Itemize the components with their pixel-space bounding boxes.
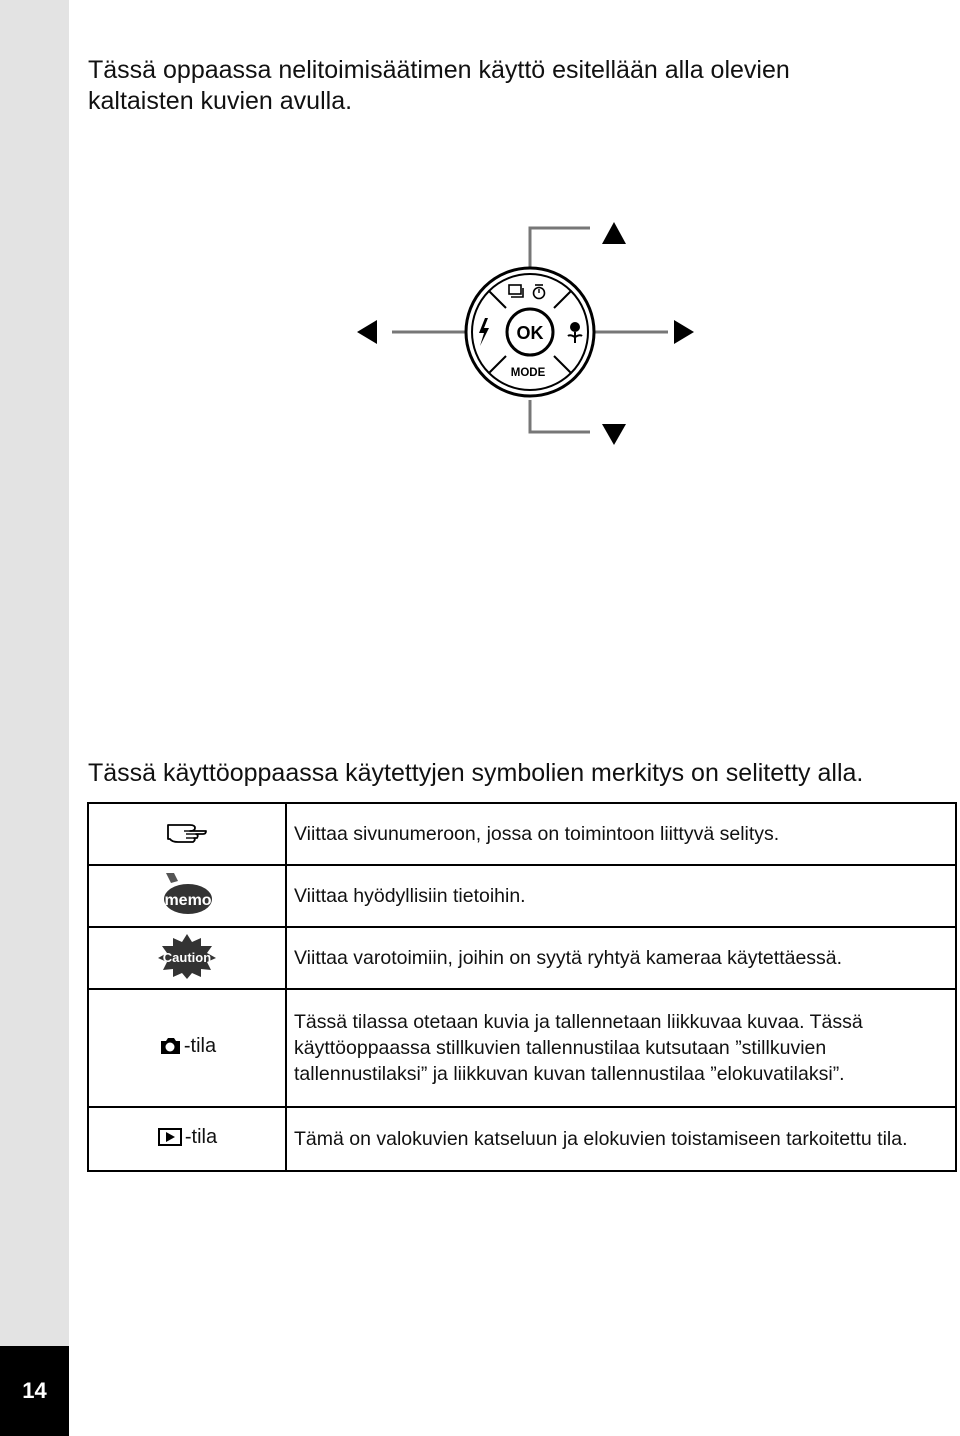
pointing-hand-icon bbox=[166, 819, 208, 845]
table-row bbox=[88, 865, 956, 927]
table-row bbox=[88, 803, 956, 865]
playback-mode-label: -tila bbox=[157, 1126, 217, 1149]
legend-description: Tämä on valokuvien katseluun ja elokuvien toistamiseen tarkoitettu tila. bbox=[286, 1107, 956, 1171]
svg-text:memo: memo bbox=[164, 891, 212, 909]
legend-description: Viittaa sivunumeroon, jossa on toimintoon liittyvä selitys. bbox=[286, 803, 956, 865]
page-margin-bar bbox=[0, 0, 69, 1436]
down-arrow-icon bbox=[602, 424, 626, 445]
svg-text:Caution: Caution bbox=[162, 949, 212, 965]
up-arrow-icon bbox=[602, 222, 626, 244]
camera-icon bbox=[158, 1036, 182, 1056]
page-number: 14 bbox=[0, 1346, 69, 1436]
mode-label: MODE bbox=[510, 367, 546, 379]
symbol-cell bbox=[88, 865, 286, 927]
four-way-controller-diagram bbox=[350, 210, 710, 450]
legend-description: Viittaa hyödyllisiin tietoihin. bbox=[286, 865, 956, 927]
camera-mode-label: -tila bbox=[158, 1035, 216, 1058]
legend-title: Tässä käyttöoppaassa käytettyjen symbolien merkitys on selitetty alla. bbox=[88, 759, 864, 787]
symbol-legend-table bbox=[87, 802, 957, 1172]
intro-paragraph: Tässä oppaassa nelitoimisäätimen käyttö esitellään alla olevien kaltaisten kuvien avulla. bbox=[88, 56, 790, 115]
right-arrow-icon bbox=[674, 320, 694, 344]
down-connector-line bbox=[530, 400, 590, 432]
symbol-cell bbox=[88, 803, 286, 865]
left-arrow-icon bbox=[357, 320, 377, 344]
symbol-cell bbox=[88, 927, 286, 989]
ok-label: OK bbox=[516, 323, 544, 343]
table-row bbox=[88, 927, 956, 989]
legend-description: Tässä tilassa otetaan kuvia ja tallennetaan liikkuvaa kuvaa. Tässä käyttöoppaassa stillkuvien tallennustilaa kutsutaan ”stillkuvien tallennustilaksi” ja liikkuvan kuvan tallennustilaa ”elokuvatilaksi”. bbox=[286, 989, 956, 1107]
symbol-cell bbox=[88, 1107, 286, 1171]
table-row bbox=[88, 1107, 956, 1171]
playback-icon bbox=[157, 1127, 183, 1147]
caution-icon bbox=[156, 932, 218, 980]
legend-description: Viittaa varotoimiin, joihin on syytä ryhtyä kameraa käytettäessä. bbox=[286, 927, 956, 989]
table-row bbox=[88, 989, 956, 1107]
memo-icon bbox=[158, 871, 216, 917]
symbol-cell bbox=[88, 989, 286, 1107]
